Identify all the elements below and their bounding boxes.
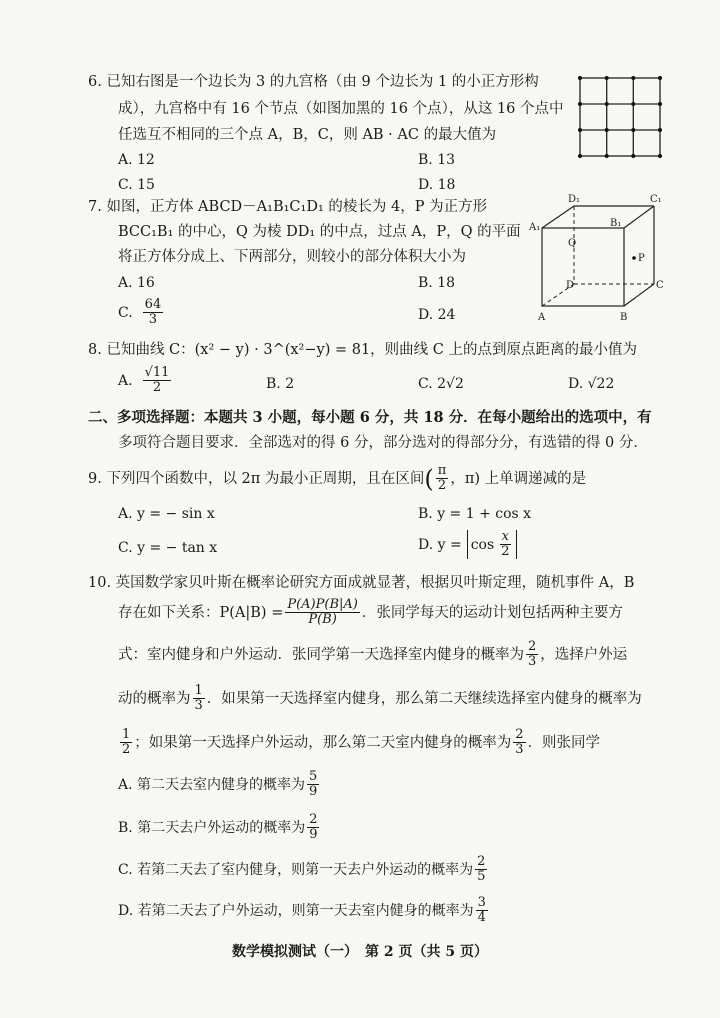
section2-line2: 多项符合题目要求．全部选对的得 6 分，部分选对的得部分分，有选错的得 0 分． bbox=[118, 435, 648, 451]
q10-line5 bbox=[118, 728, 600, 757]
label-D1: D₁ bbox=[568, 194, 581, 205]
frac-2-3-num: 2 bbox=[528, 639, 537, 654]
label-B: B bbox=[620, 312, 628, 323]
page-footer: 数学模拟测试（一） 第 2 页（共 5 页） bbox=[232, 944, 488, 960]
q9-option-a: A. y = − sin x bbox=[118, 506, 215, 522]
q6-line1: 6. 已知右图是一个边长为 3 的九宫格（由 9 个边长为 1 的小正方形构 bbox=[88, 74, 539, 90]
q9-option-c: C. y = − tan x bbox=[118, 540, 218, 556]
q7-line1: 7. 如图，正方体 ABCD－A₁B₁C₁D₁ 的棱长为 4，P 为正方形 bbox=[88, 199, 488, 215]
q10-option-a bbox=[118, 770, 321, 799]
frac-1-3-den: 3 bbox=[194, 698, 203, 713]
q9-line1: 9. 下列四个函数中，以 2π 为最小正周期，且在区间 ( $\frac{\pi}{2}$ ，π) 上单调递减的是 bbox=[88, 463, 587, 493]
frac-1-2-den: 2 bbox=[122, 742, 131, 757]
label-C1: C₁ bbox=[650, 194, 662, 205]
label-P: P bbox=[638, 253, 645, 264]
q8-option-c: C. 2√2 bbox=[418, 376, 464, 392]
q10-option-a-num: 5 bbox=[309, 769, 318, 784]
q10-option-b bbox=[118, 813, 321, 842]
q10-option-b-num: 2 bbox=[309, 812, 318, 827]
frac-2-3-den: 3 bbox=[528, 654, 537, 669]
q8-option-b: B. 2 bbox=[266, 376, 295, 392]
q10-line3-a: 式：室内健身和户外运动．张同学第一天选择室内健身的概率为 bbox=[118, 646, 524, 663]
q9-interval-den: 2 bbox=[437, 478, 447, 493]
q7-option-a: A. 16 bbox=[118, 275, 155, 291]
q10-option-d-num: 3 bbox=[477, 895, 486, 910]
cube-figure bbox=[528, 192, 668, 324]
q9-option-d-a: D. y = bbox=[418, 536, 462, 553]
q9-option-d-den: 2 bbox=[501, 544, 510, 559]
q7-option-d: D. 24 bbox=[418, 307, 456, 323]
q8-option-a bbox=[118, 366, 173, 395]
q7-option-c-den: 3 bbox=[148, 312, 158, 327]
q10-line4 bbox=[118, 684, 642, 713]
abs-bars bbox=[467, 530, 518, 559]
label-D: D bbox=[566, 280, 575, 291]
q7-option-b: B. 18 bbox=[418, 275, 456, 291]
q6-option-a: A. 12 bbox=[118, 152, 155, 168]
q9-interval-num: π bbox=[437, 463, 447, 478]
q10-option-c-text: C. 若第二天去了室内健身，则第一天去户外运动的概率为 bbox=[118, 861, 474, 878]
bayes-den: P(B) bbox=[308, 612, 337, 627]
q8-option-d: D. √22 bbox=[568, 376, 615, 392]
q10-option-a-text: A. 第二天去室内健身的概率为 bbox=[118, 776, 306, 793]
frac-1-2-num: 1 bbox=[122, 727, 131, 742]
q7-line3: 将正方体分成上、下两部分，则较小的部分体积大小为 bbox=[118, 249, 466, 265]
q10-line3-b: ，选择户外运 bbox=[540, 646, 628, 663]
q10-option-b-text: B. 第二天去户外运动的概率为 bbox=[118, 819, 306, 836]
q7-option-c-label: C. bbox=[118, 304, 133, 321]
q10-option-b-den: 9 bbox=[309, 827, 318, 842]
q6-option-c: C. 15 bbox=[118, 177, 155, 193]
q6-option-b: B. 13 bbox=[418, 152, 456, 168]
q8-option-a-num: √11 bbox=[144, 365, 170, 380]
q9-option-d-num: x bbox=[501, 529, 509, 544]
q10-line3 bbox=[118, 640, 627, 669]
q10-option-d bbox=[118, 896, 490, 925]
frac-1-3-num: 1 bbox=[194, 683, 203, 698]
label-C: C bbox=[656, 280, 664, 291]
q10-option-d-den: 4 bbox=[477, 910, 486, 925]
q6-line3: 任选互不相同的三个点 A，B，C，则 AB · AC 的最大值为 bbox=[118, 127, 497, 143]
q10-line4-b: ．如果第一天选择室内健身，那么第二天继续选择室内健身的概率为 bbox=[206, 690, 642, 707]
label-A1: A₁ bbox=[529, 222, 541, 233]
q7-line2: BCC₁B₁ 的中心，Q 为棱 DD₁ 的中点，过点 A，P，Q 的平面 bbox=[118, 224, 521, 240]
q10-option-d-text: D. 若第二天去了户外运动，则第一天去室内健身的概率为 bbox=[118, 902, 474, 919]
q10-line2 bbox=[118, 598, 623, 627]
frac-2-3b-num: 2 bbox=[515, 727, 524, 742]
q7-option-c-num: 64 bbox=[144, 297, 162, 312]
section2-line1: 二、多项选择题：本题共 3 小题，每小题 6 分，共 18 分．在每小题给出的选项中，有 bbox=[88, 409, 652, 426]
q10-line5-a: ；如果第一天选择户外运动，那么第二天室内健身的概率为 bbox=[134, 734, 512, 751]
bayes-num: P(A)P(B|A) bbox=[287, 597, 358, 612]
q10-line5-b: ．则张同学 bbox=[527, 734, 601, 751]
label-B1: B₁ bbox=[610, 218, 622, 229]
q9-line1-a: 9. 下列四个函数中，以 2π 为最小正周期，且在区间 bbox=[88, 470, 425, 487]
q10-line2-a: 存在如下关系：P(A|B) = bbox=[118, 604, 284, 621]
q8-line1: 8. 已知曲线 C：(x² − y) · 3^(x²−y) = 81，则曲线 C 上的点到原点距离的最小值为 bbox=[88, 342, 637, 358]
q10-line4-a: 动的概率为 bbox=[118, 690, 191, 707]
q6-option-d: D. 18 bbox=[418, 177, 456, 193]
q9-option-d bbox=[418, 530, 517, 559]
nine-grid-figure bbox=[574, 74, 666, 160]
q9-option-d-cos: cos bbox=[470, 536, 495, 553]
q9-line1-b: ，π) 上单调递减的是 bbox=[450, 470, 587, 487]
q10-option-a-den: 9 bbox=[309, 784, 318, 799]
q8-option-a-label: A. bbox=[118, 372, 133, 389]
label-A: A bbox=[538, 312, 546, 323]
q10-option-c bbox=[118, 855, 489, 884]
q6-line2: 成），九宫格中有 16 个节点（如图加黑的 16 个点），从这 16 个点中 bbox=[118, 101, 564, 117]
q9-option-b: B. y = 1 + cos x bbox=[418, 506, 532, 522]
q10-line2-b: ．张同学每天的运动计划包括两种主要方 bbox=[361, 604, 623, 621]
label-Q: Q bbox=[568, 238, 577, 249]
frac-2-3b-den: 3 bbox=[515, 742, 524, 757]
grid-nodes bbox=[578, 76, 662, 158]
q7-option-c bbox=[118, 298, 165, 327]
q10-option-c-num: 2 bbox=[477, 854, 486, 869]
q8-option-a-den: 2 bbox=[152, 380, 162, 395]
q10-line1: 10. 英国数学家贝叶斯在概率论研究方面成就显著，根据贝叶斯定理，随机事件 A，B bbox=[88, 575, 635, 591]
q10-option-c-den: 5 bbox=[477, 869, 486, 884]
